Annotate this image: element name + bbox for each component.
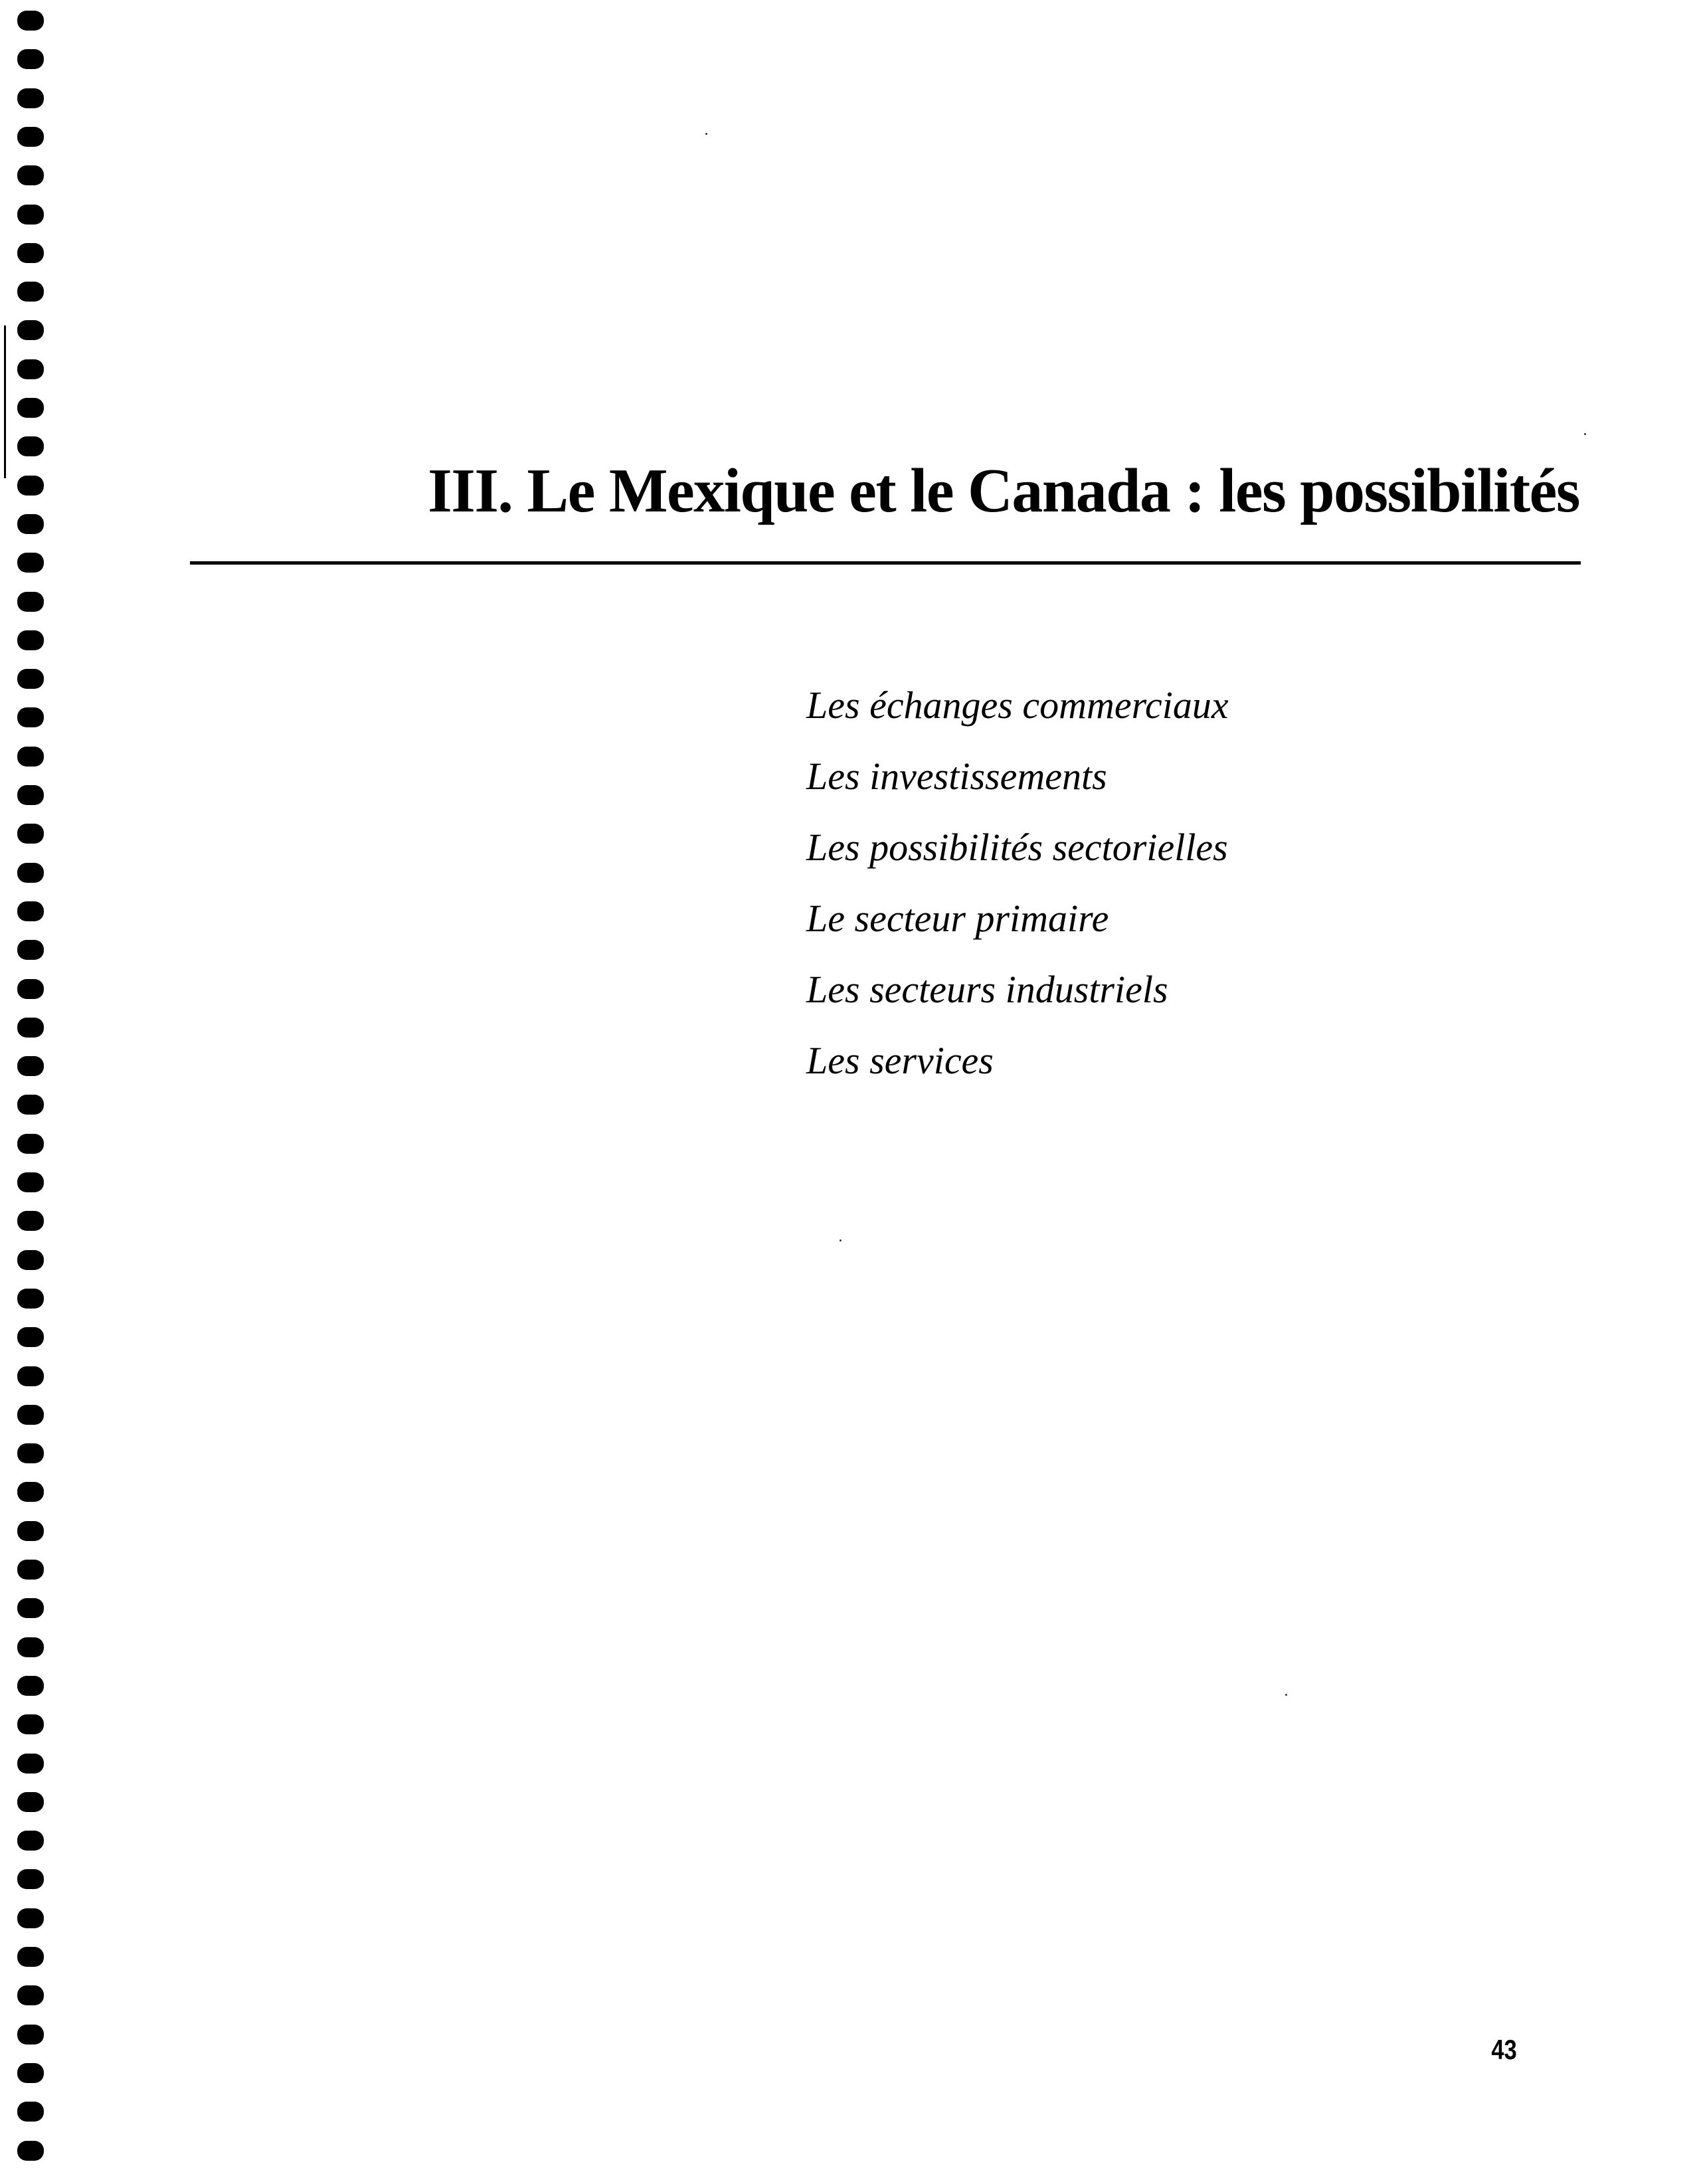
binding-hole xyxy=(17,1869,44,1889)
binding-hole xyxy=(17,1792,44,1812)
binding-hole xyxy=(17,88,44,108)
binding-hole xyxy=(17,1521,44,1541)
binding-hole xyxy=(17,243,44,263)
binding-hole xyxy=(17,1482,44,1502)
binding-hole xyxy=(17,824,44,844)
binding-hole xyxy=(17,1018,44,1038)
binding-hole xyxy=(17,49,44,69)
page-number: 43 xyxy=(1491,2034,1517,2065)
binding-hole xyxy=(17,1405,44,1425)
binding-hole xyxy=(17,1754,44,1774)
binding-hole xyxy=(17,205,44,225)
binding-hole xyxy=(17,863,44,883)
contents-item: Les possibilités sectorielles xyxy=(806,826,1228,869)
binding-hole xyxy=(17,2102,44,2122)
binding-hole xyxy=(17,1676,44,1696)
binding-hole xyxy=(17,1443,44,1463)
binding-hole xyxy=(17,1908,44,1928)
binding-hole xyxy=(17,901,44,921)
binding-hole xyxy=(17,1598,44,1618)
scan-speck xyxy=(1584,433,1586,435)
chapter-contents-list xyxy=(806,670,1229,1096)
binding-hole xyxy=(17,1134,44,1154)
binding-hole xyxy=(17,940,44,960)
binding-hole xyxy=(17,669,44,689)
binding-hole xyxy=(17,1327,44,1347)
contents-item: Les investissements xyxy=(806,755,1107,798)
binding-hole xyxy=(17,282,44,302)
binding-hole xyxy=(17,1366,44,1386)
scan-speck xyxy=(1285,1694,1287,1696)
contents-item: Les secteurs industriels xyxy=(806,968,1168,1011)
binding-hole xyxy=(17,165,44,185)
binding-hole xyxy=(17,359,44,379)
contents-item: Les services xyxy=(806,1039,994,1082)
binding-hole xyxy=(17,1985,44,2005)
binding-hole xyxy=(17,1172,44,1192)
binding-hole xyxy=(17,2063,44,2083)
binding-hole xyxy=(17,2025,44,2045)
binding-hole xyxy=(17,1714,44,1734)
binding-hole xyxy=(17,1560,44,1580)
binding-hole xyxy=(17,979,44,999)
binding-hole xyxy=(17,320,44,340)
contents-item: Le secteur primaire xyxy=(806,897,1109,940)
binding-hole xyxy=(17,1637,44,1657)
scan-speck xyxy=(840,1239,842,1241)
binding-hole xyxy=(17,436,44,456)
binding-hole xyxy=(17,747,44,767)
title-rule xyxy=(190,561,1581,565)
binding-hole xyxy=(17,2141,44,2161)
binding-hole xyxy=(17,592,44,612)
binding-hole xyxy=(17,398,44,418)
scan-speck xyxy=(705,133,707,135)
binding-hole xyxy=(17,1831,44,1851)
binding-hole xyxy=(17,1095,44,1115)
binding-hole xyxy=(17,1211,44,1231)
binding-hole xyxy=(17,1289,44,1309)
binding-hole xyxy=(17,1056,44,1076)
binding-hole xyxy=(17,630,44,650)
binding-hole xyxy=(17,1250,44,1270)
binding-hole xyxy=(17,1947,44,1967)
binding-hole xyxy=(17,785,44,805)
binding-hole xyxy=(17,553,44,573)
contents-item: Les échanges commerciaux xyxy=(806,683,1229,727)
spiral-binding xyxy=(9,0,56,2184)
chapter-title: III. Le Mexique et le Canada : les possibilités xyxy=(428,456,1579,525)
binding-hole xyxy=(17,127,44,147)
binding-hole xyxy=(17,11,44,31)
binding-hole xyxy=(17,707,44,727)
